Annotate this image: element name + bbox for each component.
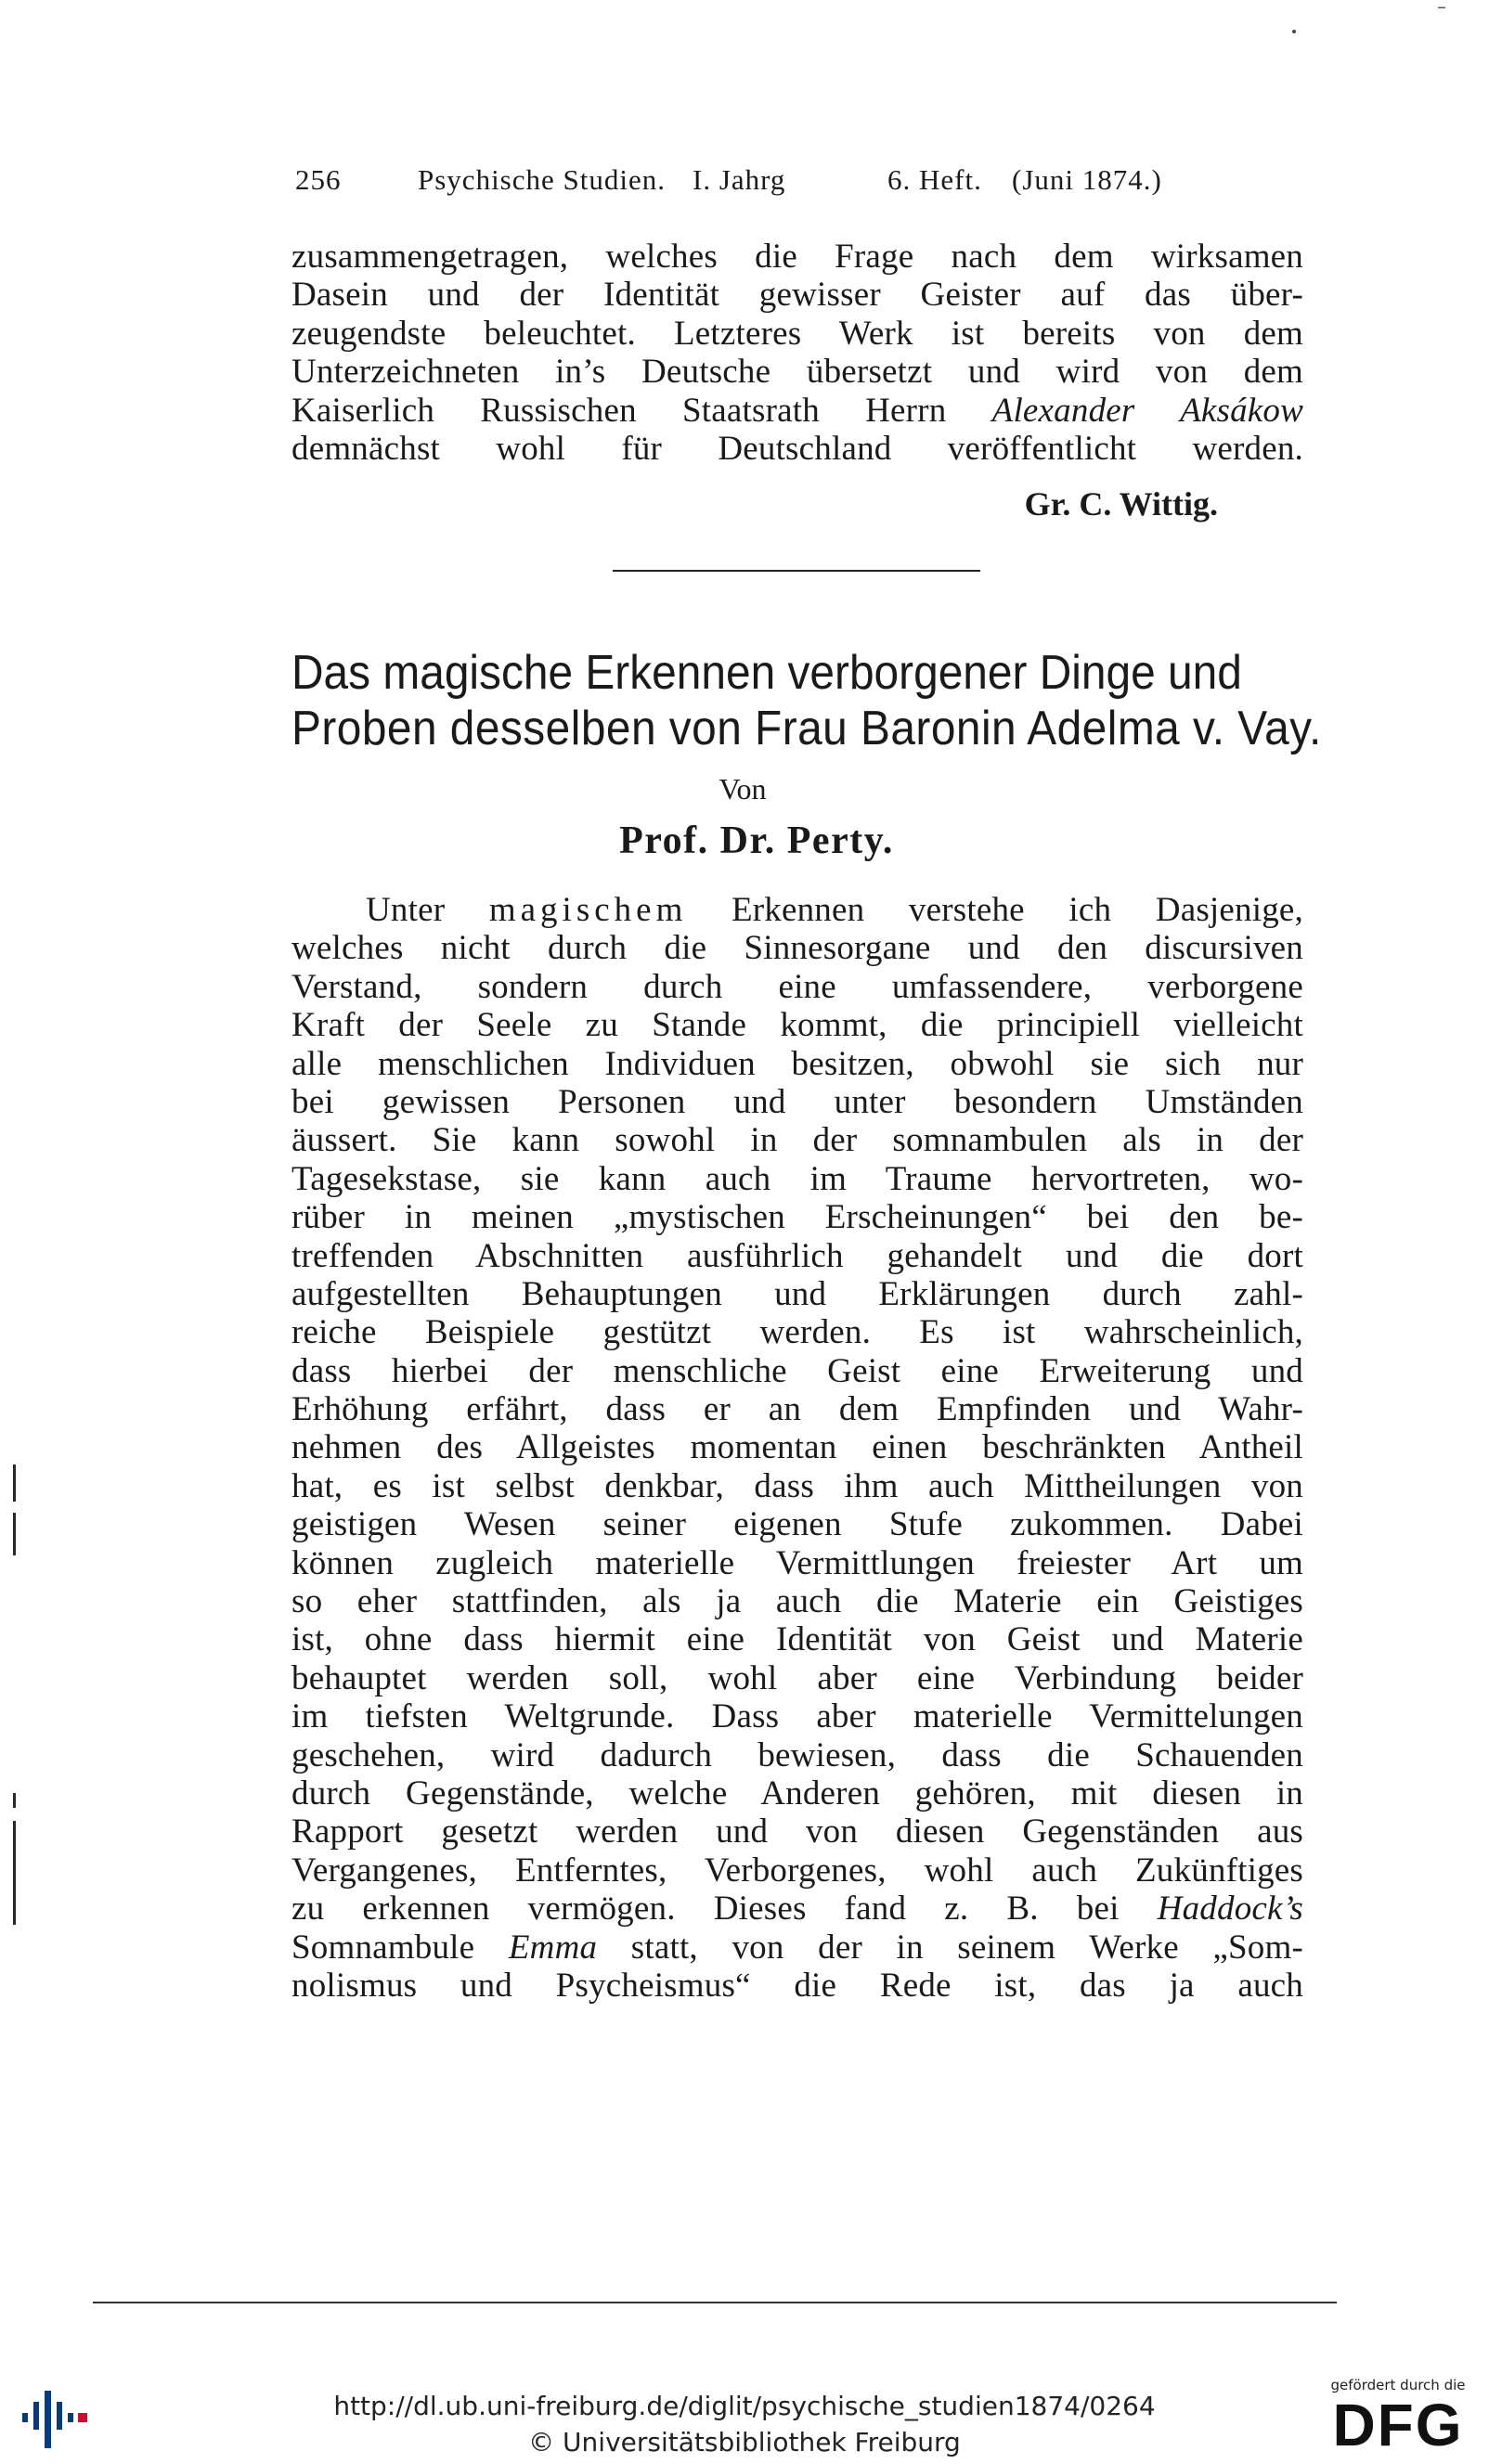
text-line: ist, ohne dass hiermit eine Identität von Geist und Materie	[291, 1620, 1303, 1659]
text-line: Rapport gesetzt werden und von diesen Gegenständen aus	[291, 1813, 1303, 1851]
text-line: zu erkennen vermögen. Dieses fand z. B. bei Haddock’s	[291, 1890, 1303, 1929]
person-name: Emma	[508, 1928, 598, 1967]
text-line: Kraft der Seele zu Stande kommt, die principiell vielleicht	[291, 1006, 1303, 1045]
dfg-logo	[1316, 2376, 1480, 2459]
text-line: zusammengetragen, welches die Frage nach dem wirksamen	[291, 238, 1303, 276]
text-line: Erhöhung erfährt, dass er an dem Empfinden und Wahr-	[291, 1390, 1303, 1429]
article-title-line-2: Proben desselben von Frau Baronin Adelma v. Vay.	[291, 702, 1322, 755]
text-line: im tiefsten Weltgrunde. Dass aber materielle Vermittelungen	[291, 1697, 1303, 1736]
library-logo-icon	[17, 2385, 91, 2454]
text-line: Verstand, sondern durch eine umfassendere, verborgene	[291, 967, 1303, 1006]
article-title-line-1: Das magische Erkennen verborgener Dinge und	[291, 646, 1242, 700]
text-line: hat, es ist selbst denkbar, dass ihm auch Mittheilungen von	[291, 1466, 1303, 1505]
text-line: Unter magischem Erkennen verstehe ich Dasjenige,	[366, 891, 1303, 929]
text-line: äussert. Sie kann sowohl in der somnambulen als in der	[291, 1121, 1303, 1160]
article-body	[291, 891, 1303, 2005]
text-line: geschehen, wird dadurch bewiesen, dass die Schauenden	[291, 1735, 1303, 1774]
text-line: geistigen Wesen seiner eigenen Stufe zukommen. Dabei	[291, 1505, 1303, 1544]
text-line: alle menschlichen Individuen besitzen, obwohl sie sich nur	[291, 1044, 1303, 1083]
text-line: treffenden Abschnitten ausführlich gehandelt und die dort	[291, 1236, 1303, 1275]
copyright-notice: © Universitätsbibliothek Freiburg	[528, 2427, 961, 2458]
text-line: bei gewissen Personen und unter besondern Umständen	[291, 1082, 1303, 1121]
journal-year: I. Jahrg	[693, 163, 786, 196]
minimize-icon[interactable]: –	[1437, 0, 1446, 18]
spaced-term: magischem	[488, 891, 688, 929]
text-line: dass hierbei der menschliche Geist eine Erweiterung und	[291, 1351, 1303, 1390]
text-line: Kaiserlich Russischen Staatsrath Herrn Alexander Aksákow	[291, 391, 1303, 430]
person-name: Alexander Aksákow	[991, 391, 1303, 430]
journal-date: (Juni 1874.)	[1012, 163, 1162, 196]
text-line: so eher stattfinden, als ja auch die Materie ein Geistiges	[291, 1582, 1303, 1621]
margin-mark	[13, 1821, 16, 1925]
text-line: behauptet werden soll, wohl aber eine Verbindung beider	[291, 1658, 1303, 1697]
text-line: aufgestellten Behauptungen und Erklärungen durch zahl-	[291, 1274, 1303, 1313]
text-line: Tagesekstase, sie kann auch im Traume hervortreten, wo-	[291, 1159, 1303, 1198]
person-name: Haddock’s	[1157, 1890, 1303, 1929]
dfg-tagline: gefördert durch die	[1330, 2377, 1466, 2393]
margin-mark	[13, 1464, 16, 1502]
running-head	[295, 160, 1231, 200]
text-line: zeugendste beleuchtet. Letzteres Werk ist bereits von dem	[291, 314, 1303, 353]
byline-von: Von	[719, 772, 767, 806]
text-line: demnächst wohl für Deutschland veröffentlicht werden.	[291, 429, 1303, 468]
margin-mark	[13, 1513, 16, 1555]
journal-title: Psychische Studien.	[418, 163, 666, 196]
previous-article-text	[291, 238, 1303, 468]
text-line: Dasein und der Identität gewisser Geister auf das über-	[291, 276, 1303, 315]
byline-author: Prof. Dr. Perty.	[619, 819, 894, 862]
text-line: Somnambule Emma statt, von der in seinem Werke „Som-	[291, 1928, 1303, 1967]
text-line: reiche Beispiele gestützt werden. Es ist wahrscheinlich,	[291, 1313, 1303, 1352]
footer-rule	[93, 2302, 1337, 2303]
text-line: Unterzeichneten in’s Deutsche übersetzt und wird von dem	[291, 353, 1303, 392]
text-line: nehmen des Allgeistes momentan einen beschränkten Antheil	[291, 1428, 1303, 1467]
signature: Gr. C. Wittig.	[1024, 485, 1218, 522]
margin-mark	[13, 1793, 16, 1808]
source-url-link[interactable]: http://dl.ub.uni-freiburg.de/diglit/psychische_studien1874/0264	[333, 2391, 1156, 2421]
text-line: nolismus und Psycheismus“ die Rede ist, das ja auch	[291, 1966, 1303, 2005]
text-line: können zugleich materielle Vermittlungen freiester Art um	[291, 1543, 1303, 1582]
dfg-logo-text: DFG	[1332, 2392, 1464, 2458]
scan-speck	[1292, 30, 1296, 33]
text-line: rüber in meinen „mystischen Erscheinungen“ bei den be-	[291, 1198, 1303, 1237]
journal-issue: 6. Heft.	[887, 163, 982, 196]
page-number: 256	[295, 163, 342, 196]
text-line: welches nicht durch die Sinnesorgane und den discursiven	[291, 929, 1303, 968]
section-separator	[613, 570, 980, 572]
text-line: Vergangenes, Entferntes, Verborgenes, wohl auch Zukünftiges	[291, 1851, 1303, 1890]
text-line: durch Gegenstände, welche Anderen gehören, mit diesen in	[291, 1774, 1303, 1813]
